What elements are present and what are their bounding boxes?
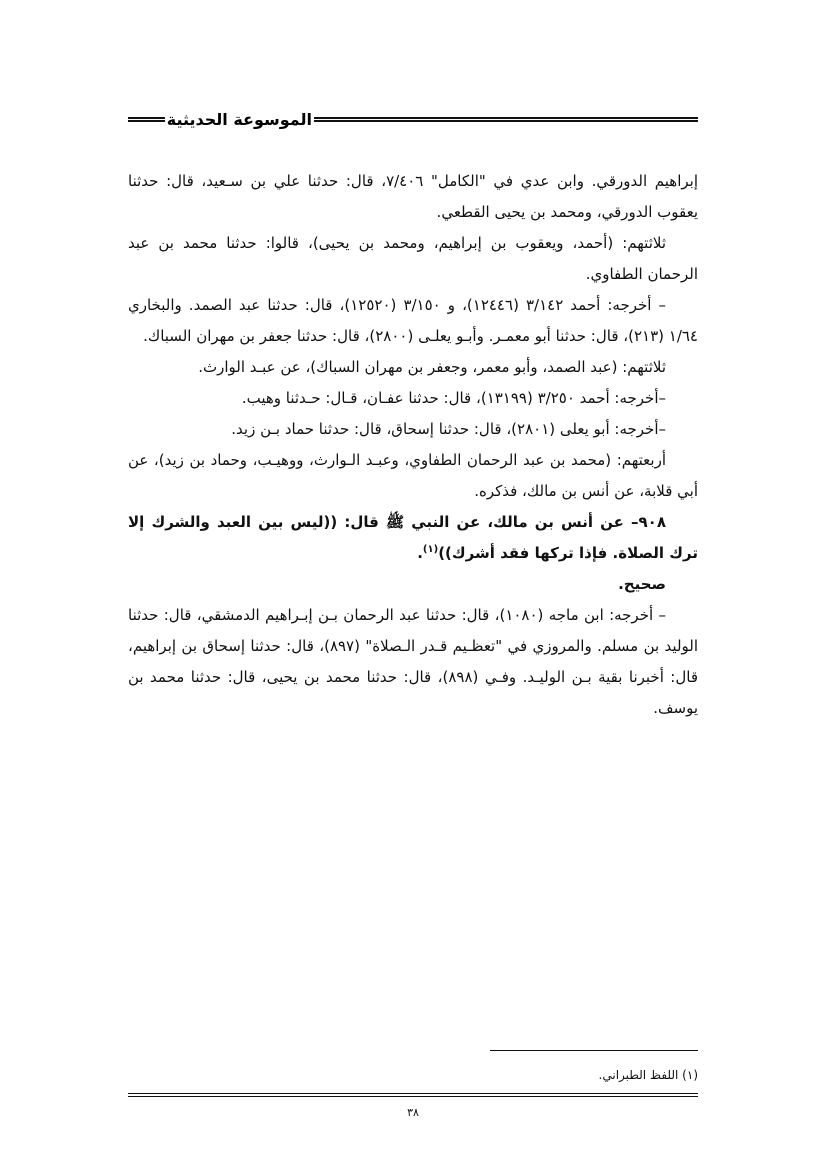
page-number: ٣٨ (407, 1106, 419, 1119)
paragraph-4: ثلاثتهم: (عبد الصمد، وأبو معمر، وجعفر بن مهران السباك)، عن عبـد الوارث. (198, 358, 666, 376)
paragraph-2: ثلاثتهم: (أحمد، ويعقوب بن إبراهيم، ومحمد بن يحيى)، قالوا: حدثنا محمد بن عبد الرحمان الطفاوي. (128, 234, 698, 283)
main-text (128, 166, 698, 724)
grading: صحيح. (618, 575, 666, 593)
paragraph-10: – أخرجه: ابن ماجه (١٠٨٠)، قال: حدثنا عبد الرحمان بـن إبـراهيم الدمشقي، قال: حدثنا الوليد بن مسلم. والمروزي في "تعظـيم قـدر الـصلاة" (٨٩٧)، قال: حدثنا إسحاق بن إبراهيم، قال: أخبرنا بقية بـن الوليـد. وفـي (٨٩٨)، قال: حدثنا محمد بن يحيى، قال: حدثنا محمد بن يوسف. (128, 606, 698, 717)
header-title: الموسوعة الحديثية (166, 109, 312, 129)
header-rule-left (128, 117, 165, 122)
paragraph-7: أربعتهم: (محمد بن عبد الرحمان الطفاوي، وعبـد الـوارث، ووهيـب، وحماد بن زيد)، عن أبي قلابة، عن أنس بن مالك، فذكره. (128, 451, 698, 500)
footnote: (١) اللفظ الطبراني. (598, 1068, 698, 1082)
footnote-separator (490, 1050, 698, 1051)
hadith-908 (128, 507, 698, 569)
paragraph-5: –أخرجه: أحمد ٣/٢٥٠ (١٣١٩٩)، قال: حدثنا عفـان، قـال: حـدثنا وهيب. (241, 389, 666, 407)
bottom-rule (128, 1093, 698, 1097)
header-rule-right (314, 117, 698, 122)
paragraph-6: –أخرجه: أبو يعلى (٢٨٠١)، قال: حدثنا إسحاق، قال: حدثنا حماد بـن زيد. (231, 420, 666, 438)
paragraph-1: إبراهيم الدورقي. وابن عدي في "الكامل" ٧/٤٠٦، قال: حدثنا علي بن سـعيد، قال: حدثنا يعقوب الدورقي، ومحمد بن يحيى القطعي. (128, 172, 699, 221)
footnote-ref: (١) (422, 544, 439, 555)
page-header (128, 104, 698, 134)
hadith-text: ٩٠٨– عن أنس بن مالك، عن النبي ﷺ قال: ((ليس بين العبد والشرك إلا ترك الصلاة. فإذا تركها فقد أشرك)) (128, 513, 698, 562)
hadith-tail: . (417, 544, 423, 562)
paragraph-3: – أخرجه: أحمد ٣/١٤٢ (١٢٤٤٦)، و ٣/١٥٠ (١٢٥٢٠)، قال: حدثنا عبد الصمد. والبخاري ١/٦٤ (٢١٣)، قال: حدثنا أبو معمـر. وأبـو يعلـى (٢٨٠٠)، قال: حدثنا جعفر بن مهران السباك. (128, 296, 698, 345)
